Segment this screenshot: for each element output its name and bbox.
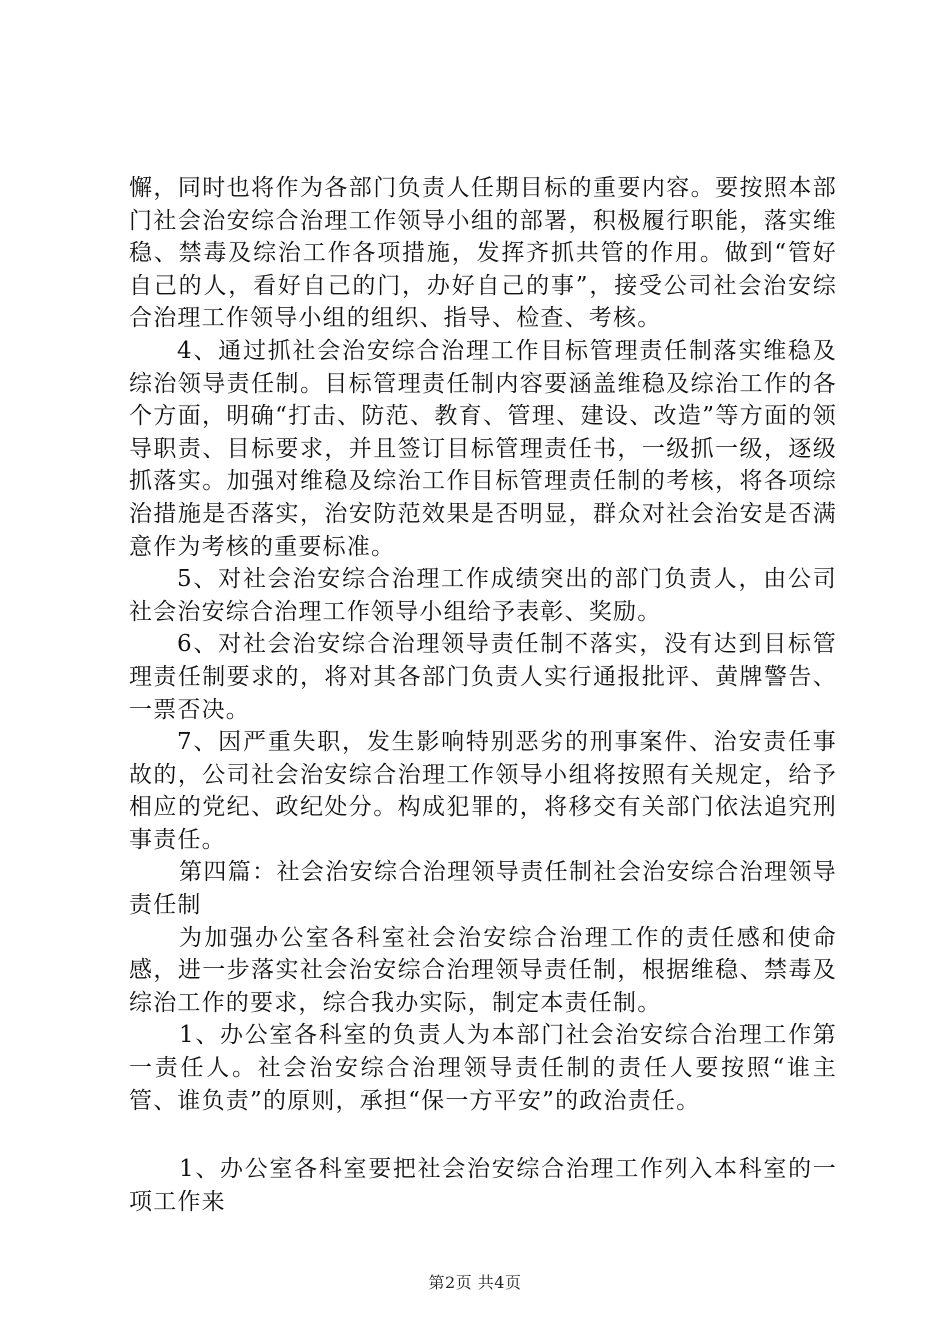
paragraph-continuation: 懈，同时也将作为各部门负责人任期目标的重要内容。要按照本部门社会治安综合治理工作领导小组的部署，积极履行职能，落实维稳、禁毒及综治工作各项措施，发挥齐抓共管的作用。做到“管好自己的人，看好自己的门，办好自己的事”，接受公司社会治安综合治理工作领导小组的组织、指导、检查、考核。: [129, 175, 837, 332]
paragraph-item-5: 5、对社会治安综合治理工作成绩突出的部门负责人，由公司社会治安综合治理工作领导小组给予表彰、奖励。: [129, 566, 837, 625]
paragraph-item-6: 6、对社会治安综合治理领导责任制不落实，没有达到目标管理责任制要求的，将对其各部门负责人实行通报批评、黄牌警告、一票否决。: [129, 631, 837, 723]
paragraph-item-1b: 1、办公室各科室要把社会治安综合治理工作列入本科室的一项工作来: [129, 1156, 837, 1215]
paragraph-spacer: [129, 1117, 837, 1153]
document-body: [129, 172, 837, 1218]
paragraph-item-4: 4、通过抓社会治安综合治理工作目标管理责任制落实维稳及综治领导责任制。目标管理责任制内容要涵盖维稳及综治工作的各个方面，明确“打击、防范、教育、管理、建设、改造”等方面的领导职责、目标要求，并且签订目标管理责任书，一级抓一级，逐级抓落实。加强对维稳及综治工作目标管理责任制的考核，将各项综治措施是否落实，治安防范效果是否明显，群众对社会治安是否满意作为考核的重要标准。: [129, 337, 837, 560]
paragraph-item-7: 7、因严重失职，发生影响特别恶劣的刑事案件、治安责任事故的，公司社会治安综合治理工作领导小组将按照有关规定，给予相应的党纪、政纪处分。构成犯罪的，将移交有关部门依法追究刑事责任。: [129, 729, 837, 853]
paragraph-item-1a: 1、办公室各科室的负责人为本部门社会治安综合治理工作第一责任人。社会治安综合治理领导责任制的责任人要按照“谁主管、谁负责”的原则，承担“保一方平安”的政治责任。: [129, 1022, 837, 1114]
page-footer: 第2页 共4页: [428, 1273, 522, 1292]
section-heading-part-four: 第四篇：社会治安综合治理领导责任制社会治安综合治理领导责任制: [129, 859, 837, 919]
paragraph-preamble: 为加强办公室各科室社会治安综合治理工作的责任感和使命感，进一步落实社会治安综合治理领导责任制，根据维稳、禁毒及综治工作的要求，综合我办实际，制定本责任制。: [129, 924, 837, 1016]
